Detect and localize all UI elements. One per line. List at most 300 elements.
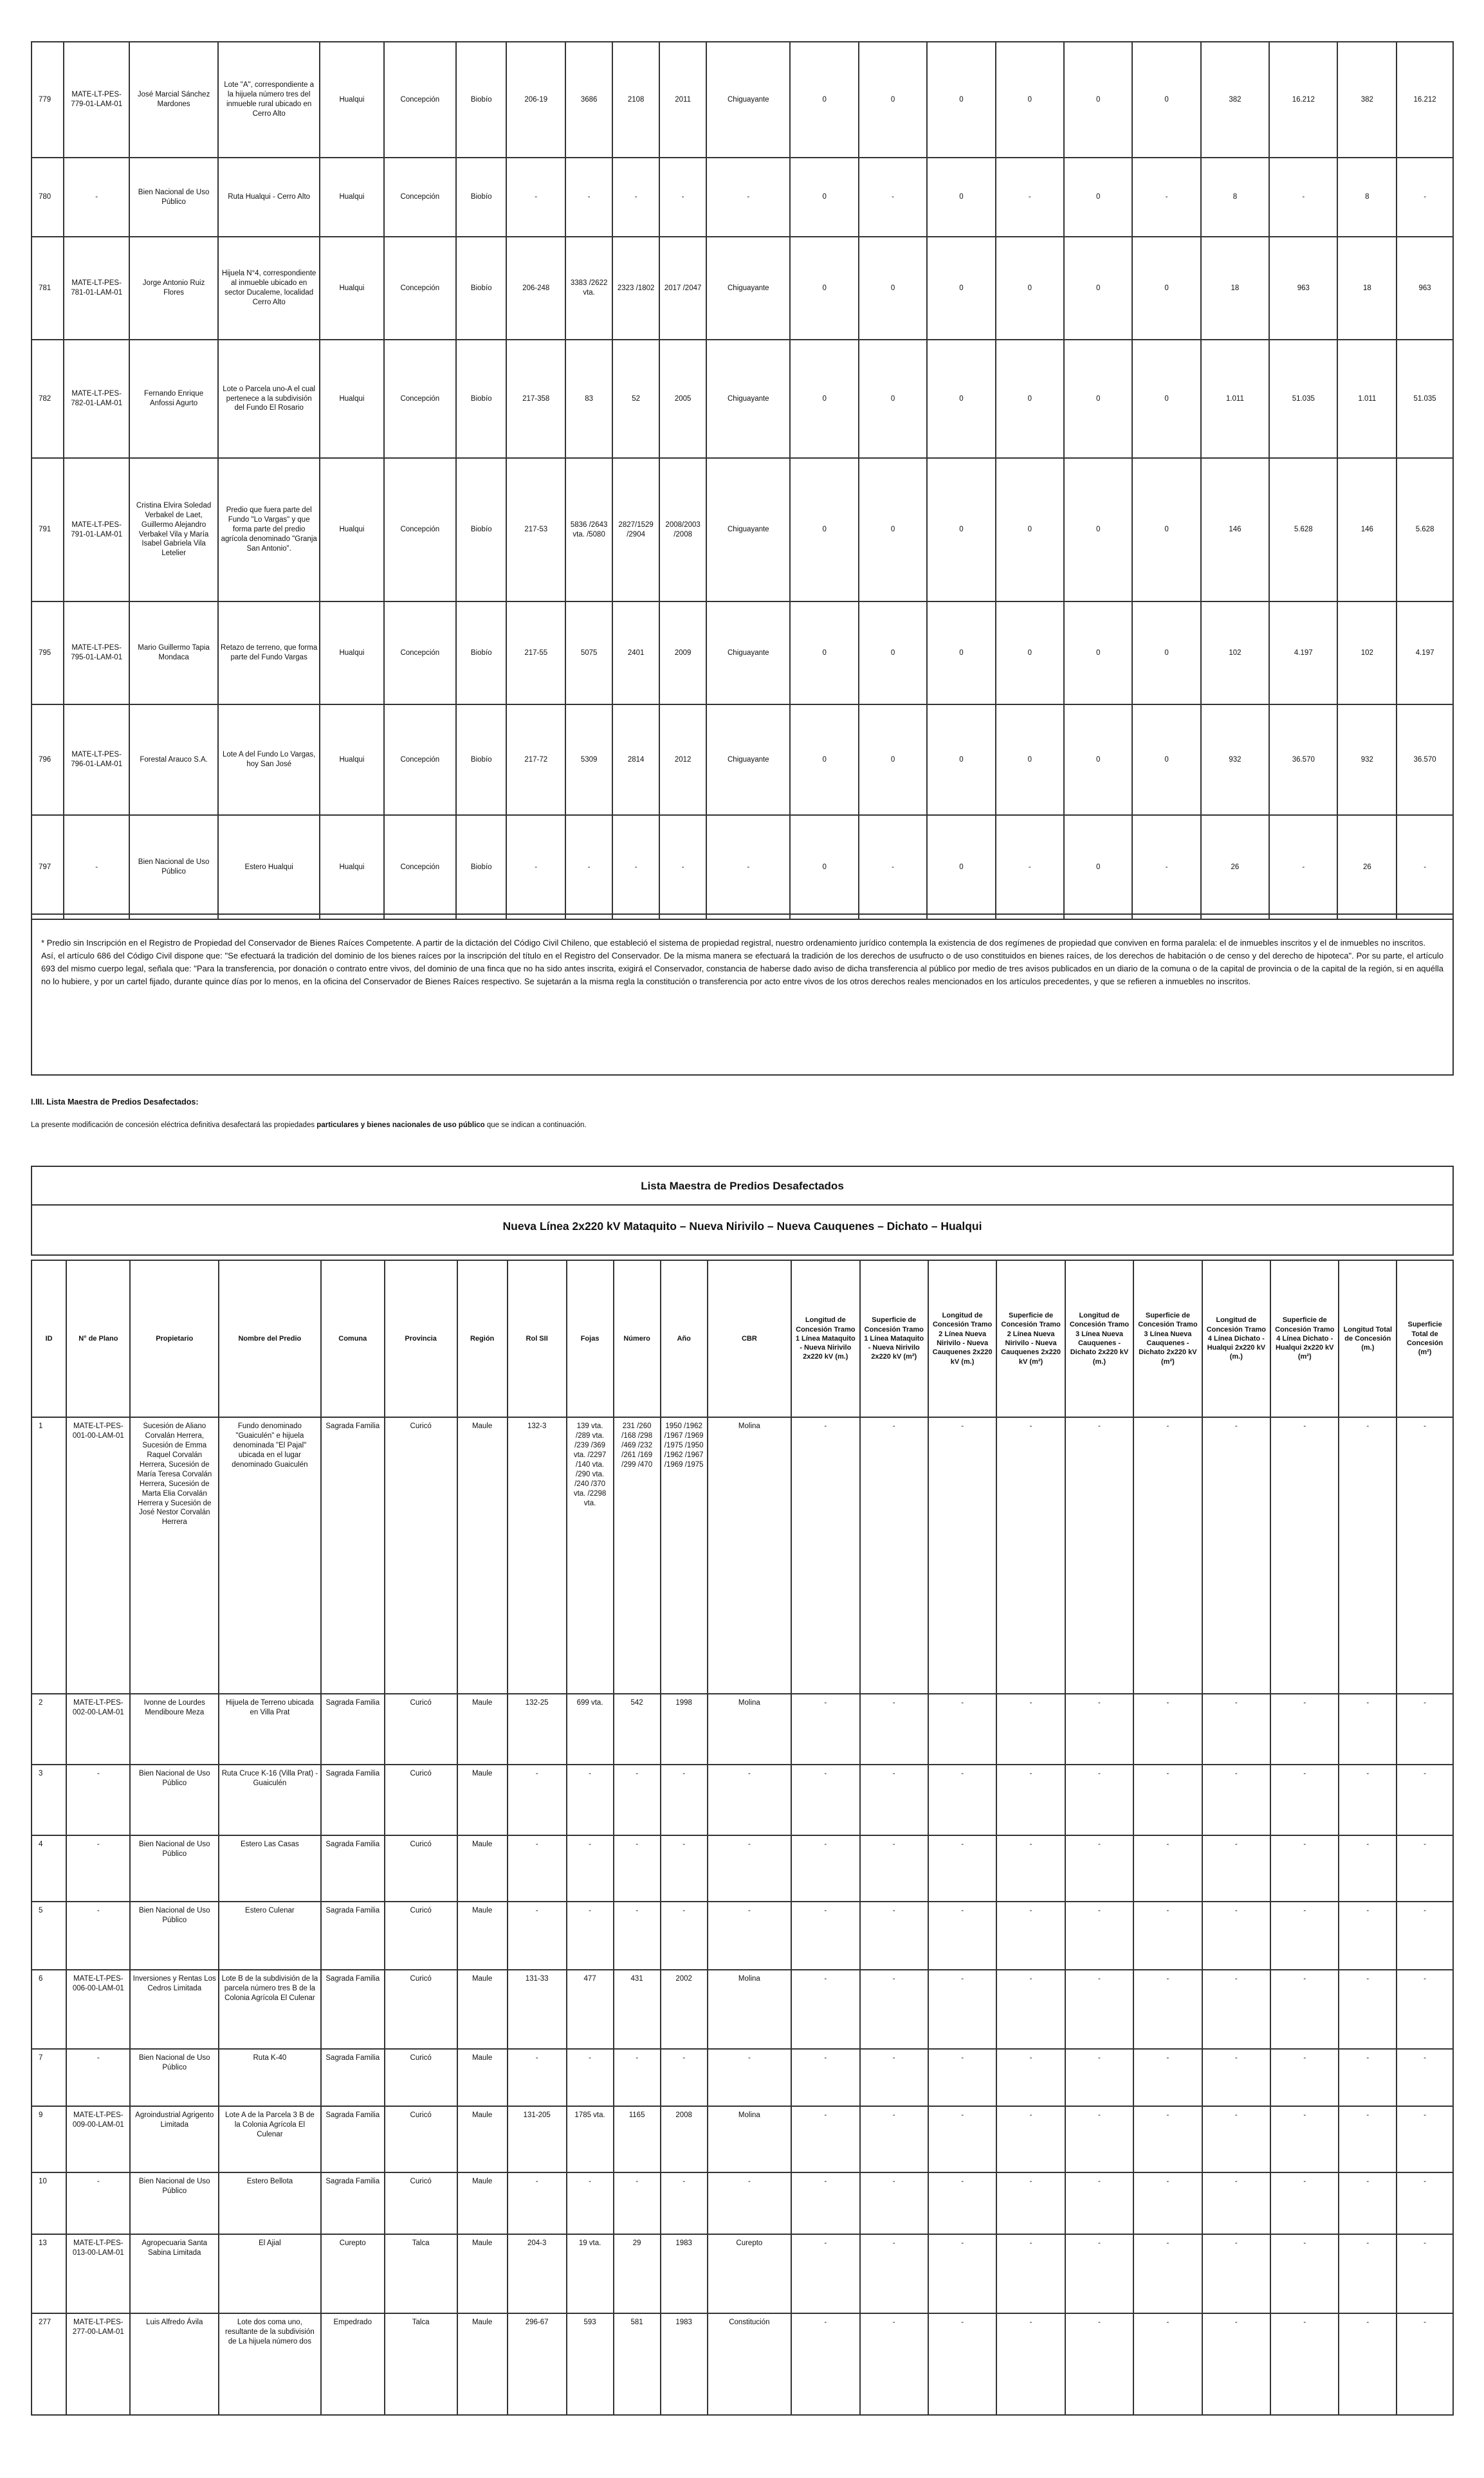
cell-t3-long: - — [1065, 1694, 1133, 1765]
cell-region: Biobío — [456, 42, 506, 158]
cell-t4-sup: 5.628 — [1269, 458, 1337, 601]
cell-t3-long: - — [1065, 2106, 1133, 2172]
cell-t4-long: - — [1202, 1970, 1270, 2049]
cell-t3-sup: 0 — [1132, 42, 1200, 158]
cell-tot-long: 8 — [1337, 158, 1397, 237]
cell-t1-long: - — [791, 2106, 859, 2172]
cell-plano: - — [66, 1835, 130, 1902]
cell-numero: - — [612, 158, 659, 237]
cell-propietario: Bien Nacional de Uso Público — [129, 158, 218, 237]
cell-comuna: Hualqui — [320, 237, 383, 340]
cell-numero: - — [614, 1835, 661, 1902]
cell-anio: 2009 — [659, 601, 706, 704]
cell-tot-sup: 5.628 — [1397, 458, 1453, 601]
cell-t3-long: 0 — [1064, 458, 1132, 601]
cell-comuna: Hualqui — [320, 601, 383, 704]
cell-numero: 581 — [614, 2313, 661, 2415]
cell-t2-sup: - — [996, 158, 1064, 237]
cell-t1-long: - — [791, 1765, 859, 1835]
cell-tot-long: 102 — [1337, 601, 1397, 704]
cell-anio: 2008/2003 /2008 — [659, 458, 706, 601]
cell-propietario: Cristina Elvira Soledad Verbakel de Laet, Guillermo Alejandro Verbakel Vila y María Isabel Gabriela Vila Letelier — [129, 458, 218, 601]
cell-fojas: 5836 /2643 vta. /5080 — [565, 458, 612, 601]
top-table-body — [32, 42, 1453, 919]
cell-t3-sup: 0 — [1132, 601, 1200, 704]
cell-comuna: Hualqui — [320, 340, 383, 458]
cell-t4-sup: - — [1270, 1417, 1339, 1694]
cell-t1-sup: - — [860, 1970, 928, 2049]
cell-numero: 1165 — [614, 2106, 661, 2172]
cell-t3-long: 0 — [1064, 237, 1132, 340]
cell-t1-sup: - — [860, 1765, 928, 1835]
cell-fojas: 5309 — [565, 704, 612, 815]
cell-t2-long: 0 — [927, 458, 995, 601]
cell-region: Biobío — [456, 340, 506, 458]
cell-t1-long: 0 — [790, 601, 858, 704]
cell-t4-long: - — [1202, 2234, 1270, 2313]
cell-tot-long: 26 — [1337, 815, 1397, 919]
cell-region: Maule — [457, 1902, 508, 1970]
cell-fojas: 19 vta. — [567, 2234, 614, 2313]
cell-t4-sup: 16.212 — [1269, 42, 1337, 158]
cell-t2-sup: - — [996, 2234, 1065, 2313]
cell-comuna: Sagrada Familia — [321, 1694, 385, 1765]
cell-t1-sup: - — [860, 2049, 928, 2106]
cell-tot-long: - — [1339, 1970, 1397, 2049]
cell-t4-sup: 963 — [1269, 237, 1337, 340]
cell-fojas: 593 — [567, 2313, 614, 2415]
header-id: ID — [32, 1260, 66, 1417]
cell-t3-long: - — [1065, 2172, 1133, 2234]
cell-provincia: Curicó — [385, 1694, 457, 1765]
cell-id: 3 — [32, 1765, 66, 1835]
cell-tot-long: 1.011 — [1337, 340, 1397, 458]
cell-region: Biobío — [456, 237, 506, 340]
cell-provincia: Curicó — [385, 2049, 457, 2106]
cell-provincia: Curicó — [385, 1902, 457, 1970]
cell-t3-long: - — [1065, 1417, 1133, 1694]
header-t2-long: Longitud de Concesión Tramo 2 Línea Nueva Nirivilo - Nueva Cauquenes 2x220 kV (m.) — [928, 1260, 996, 1417]
header-t1-long: Longitud de Concesión Tramo 1 Línea Mataquito - Nueva Nirivilo 2x220 kV (m.) — [791, 1260, 859, 1417]
cell-region: Maule — [457, 1765, 508, 1835]
cell-propietario: Ivonne de Lourdes Mendiboure Meza — [130, 1694, 219, 1765]
cell-t1-long: - — [791, 2172, 859, 2234]
cell-tot-sup: 16.212 — [1397, 42, 1453, 158]
cell-t1-long: - — [791, 1835, 859, 1902]
header-tot-long: Longitud Total de Concesión (m.) — [1339, 1260, 1397, 1417]
cell-t4-long: 146 — [1201, 458, 1269, 601]
cell-t4-long: - — [1202, 2049, 1270, 2106]
cell-region: Biobío — [456, 704, 506, 815]
cell-t4-long: 18 — [1201, 237, 1269, 340]
cell-provincia: Concepción — [384, 458, 457, 601]
cell-t1-sup: - — [860, 2172, 928, 2234]
master-property-table — [31, 1260, 1454, 2416]
cell-region: Maule — [457, 1970, 508, 2049]
cell-cbr: Molina — [708, 2106, 791, 2172]
cell-propietario: Agroindustrial Agrigento Limitada — [130, 2106, 219, 2172]
cell-t4-sup: - — [1270, 2106, 1339, 2172]
cell-cbr: Constitución — [708, 2313, 791, 2415]
table-row — [32, 815, 1453, 919]
cell-numero: - — [614, 1765, 661, 1835]
cell-tot-sup: - — [1397, 1970, 1453, 2049]
table-row — [32, 458, 1453, 601]
cell-id: 10 — [32, 2172, 66, 2234]
cell-tot-long: - — [1339, 1902, 1397, 1970]
cell-tot-long: - — [1339, 1765, 1397, 1835]
cell-rol: 217-358 — [506, 340, 565, 458]
cell-cbr: Chiguayante — [706, 704, 790, 815]
cell-t3-sup: - — [1133, 2313, 1202, 2415]
cell-t1-long: - — [791, 1902, 859, 1970]
cell-t3-sup: - — [1133, 2172, 1202, 2234]
cell-predio: Predio que fuera parte del Fundo "Lo Vargas" y que forma parte del predio agrícola denominado "Granja San Antonio". — [218, 458, 320, 601]
cell-comuna: Hualqui — [320, 815, 383, 919]
cell-numero: 231 /260 /168 /298 /469 /232 /261 /169 /299 /470 — [614, 1417, 661, 1694]
cell-rol: 132-3 — [508, 1417, 567, 1694]
cell-plano: MATE-LT-PES-796-01-LAM-01 — [64, 704, 129, 815]
master-table-body — [32, 1417, 1453, 2415]
cell-t4-sup: - — [1270, 1902, 1339, 1970]
cell-t4-long: - — [1202, 1694, 1270, 1765]
cell-t1-sup: 0 — [859, 42, 927, 158]
cell-t3-long: 0 — [1064, 340, 1132, 458]
cell-predio: Lote B de la subdivisión de la parcela número tres B de la Colonia Agrícola El Culenar — [219, 1970, 321, 2049]
cell-rol: - — [508, 1765, 567, 1835]
cell-cbr: Molina — [708, 1970, 791, 2049]
cell-predio: Retazo de terreno, que forma parte del Fundo Vargas — [218, 601, 320, 704]
cell-id: 796 — [32, 704, 64, 815]
cell-t2-sup: - — [996, 2172, 1065, 2234]
cell-cbr: Chiguayante — [706, 340, 790, 458]
cell-predio: Ruta Hualqui - Cerro Alto — [218, 158, 320, 237]
cell-t1-long: - — [791, 1694, 859, 1765]
cell-region: Maule — [457, 2313, 508, 2415]
cell-t2-sup: - — [996, 2313, 1065, 2415]
table-row — [32, 237, 1453, 340]
footnote-paragraph-2: Así, el artículo 686 del Código Civil dispone que: "Se efectuará la tradición del dominio de los bienes raíces por la inscripción del título en el Registro del Conservador. De la misma manera se efectuará la tradición de los derechos de usufructo o de uso constituidos en bienes raíces, de los derechos de habitación o de censo y del derecho de hipoteca". Por su parte, el artículo 693 del mismo cuerpo legal, señala que: "Para la transferencia, por donación o contrato entre vivos, del dominio de una finca que no ha sido antes inscrita, exigirá el Conservador, constancia de haberse dado aviso de dicha transferencia al público por medio de tres avisos publicados en un diario de la comuna o de la capital de provincia o de la capital de la región, si en aquélla no lo hubiere, y por un cartel fijado, durante quince días por lo menos, en la oficina del Conservador de Bienes Raíces respectivo. Se sujetarán a la misma regla la constitución o transferencia por acto entre vivos de los otros derechos reales mencionados en los artículos precedentes, y que se refieren a inmuebles no inscritos. — [41, 951, 1443, 987]
cell-t4-long: - — [1202, 2172, 1270, 2234]
cell-numero: 2814 — [612, 704, 659, 815]
cell-t3-sup: - — [1133, 1902, 1202, 1970]
table-row — [32, 2172, 1453, 2234]
table-row — [32, 1835, 1453, 1902]
cell-plano: - — [66, 1765, 130, 1835]
table-row — [32, 158, 1453, 237]
cell-t2-long: - — [928, 2049, 996, 2106]
cell-fojas: 699 vta. — [567, 1694, 614, 1765]
cell-predio: Lote A de la Parcela 3 B de la Colonia Agrícola El Culenar — [219, 2106, 321, 2172]
cell-anio: 2008 — [661, 2106, 708, 2172]
cell-t2-sup: - — [996, 815, 1064, 919]
cell-t3-sup: 0 — [1132, 237, 1200, 340]
cell-region: Maule — [457, 2049, 508, 2106]
cell-comuna: Curepto — [321, 2234, 385, 2313]
cell-t2-long: 0 — [927, 815, 995, 919]
cell-cbr: - — [708, 2049, 791, 2106]
header-predio: Nombre del Predio — [219, 1260, 321, 1417]
cell-t4-long: - — [1202, 2313, 1270, 2415]
cell-t2-long: - — [928, 2313, 996, 2415]
cell-anio: - — [659, 158, 706, 237]
cell-comuna: Empedrado — [321, 2313, 385, 2415]
cell-tot-sup: 36.570 — [1397, 704, 1453, 815]
cell-t3-sup: - — [1132, 158, 1200, 237]
cell-t1-sup: 0 — [859, 458, 927, 601]
table-row — [32, 704, 1453, 815]
cell-comuna: Sagrada Familia — [321, 1417, 385, 1694]
cell-t1-sup: - — [859, 158, 927, 237]
table-row — [32, 1970, 1453, 2049]
cell-numero: 542 — [614, 1694, 661, 1765]
cell-t4-sup: 36.570 — [1269, 704, 1337, 815]
cell-provincia: Concepción — [384, 601, 457, 704]
cell-cbr: Chiguayante — [706, 458, 790, 601]
cell-t2-sup: - — [996, 2106, 1065, 2172]
cell-tot-sup: - — [1397, 2106, 1453, 2172]
header-provincia: Provincia — [385, 1260, 457, 1417]
cell-comuna: Hualqui — [320, 458, 383, 601]
cell-provincia: Talca — [385, 2313, 457, 2415]
cell-numero: 2323 /1802 — [612, 237, 659, 340]
cell-anio: 1983 — [661, 2313, 708, 2415]
cell-id: 779 — [32, 42, 64, 158]
cell-region: Maule — [457, 2106, 508, 2172]
cell-id: 277 — [32, 2313, 66, 2415]
cell-fojas: 477 — [567, 1970, 614, 2049]
cell-t1-sup: - — [860, 1835, 928, 1902]
cell-fojas: 83 — [565, 340, 612, 458]
cell-region: Biobío — [456, 158, 506, 237]
cell-predio: Ruta Cruce K-16 (Villa Prat) - Guaiculén — [219, 1765, 321, 1835]
cell-rol: 217-72 — [506, 704, 565, 815]
cell-id: 9 — [32, 2106, 66, 2172]
cell-id: 782 — [32, 340, 64, 458]
cell-t2-sup: - — [996, 1694, 1065, 1765]
header-anio: Año — [661, 1260, 708, 1417]
cell-t1-sup: 0 — [859, 340, 927, 458]
cell-rol: 217-55 — [506, 601, 565, 704]
cell-anio: 2012 — [659, 704, 706, 815]
table-row — [32, 1694, 1453, 1765]
cell-t2-long: - — [928, 2106, 996, 2172]
cell-t2-long: 0 — [927, 158, 995, 237]
cell-region: Maule — [457, 1694, 508, 1765]
cell-rol: - — [508, 1902, 567, 1970]
cell-provincia: Curicó — [385, 1417, 457, 1694]
cell-provincia: Curicó — [385, 1765, 457, 1835]
cell-t2-sup: 0 — [996, 601, 1064, 704]
header-fojas: Fojas — [567, 1260, 614, 1417]
cell-tot-sup: 51.035 — [1397, 340, 1453, 458]
cell-anio: - — [659, 815, 706, 919]
cell-tot-sup: - — [1397, 2049, 1453, 2106]
cell-tot-long: 18 — [1337, 237, 1397, 340]
cell-t3-sup: - — [1133, 1835, 1202, 1902]
cell-plano: MATE-LT-PES-009-00-LAM-01 — [66, 2106, 130, 2172]
cell-tot-sup: - — [1397, 1694, 1453, 1765]
cell-cbr: - — [706, 158, 790, 237]
cell-predio: Fundo denominado "Guaiculén" e hijuela denominada "El Pajal" ubicada en el lugar denominado Guaiculén — [219, 1417, 321, 1694]
cell-t1-long: - — [791, 2049, 859, 2106]
section-title: I.III. Lista Maestra de Predios Desafectados: — [31, 1097, 199, 1106]
cell-t3-sup: 0 — [1132, 704, 1200, 815]
cell-id: 1 — [32, 1417, 66, 1694]
cell-anio: - — [661, 2049, 708, 2106]
section-intro — [31, 1121, 587, 1129]
cell-plano: MATE-LT-PES-795-01-LAM-01 — [64, 601, 129, 704]
cell-provincia: Concepción — [384, 815, 457, 919]
cell-plano: MATE-LT-PES-277-00-LAM-01 — [66, 2313, 130, 2415]
cell-cbr: Chiguayante — [706, 42, 790, 158]
cell-t1-long: 0 — [790, 815, 858, 919]
cell-predio: Lote o Parcela uno-A el cual pertenece a la subdivisión del Fundo El Rosario — [218, 340, 320, 458]
master-list-header — [31, 1166, 1454, 1256]
cell-t3-long: - — [1065, 1970, 1133, 2049]
cell-t3-long: - — [1065, 1835, 1133, 1902]
cell-cbr: Molina — [708, 1417, 791, 1694]
cell-propietario: Jorge Antonio Ruiz Flores — [129, 237, 218, 340]
cell-tot-long: - — [1339, 2172, 1397, 2234]
table-row — [32, 1902, 1453, 1970]
cell-rol: 206-248 — [506, 237, 565, 340]
cell-fojas: 1785 vta. — [567, 2106, 614, 2172]
cell-numero: 2827/1529 /2904 — [612, 458, 659, 601]
cell-t1-long: 0 — [790, 158, 858, 237]
cell-comuna: Sagrada Familia — [321, 2172, 385, 2234]
cell-propietario: José Marcial Sánchez Mardones — [129, 42, 218, 158]
table-row — [32, 1765, 1453, 1835]
table-row — [32, 2106, 1453, 2172]
cell-plano: - — [64, 158, 129, 237]
cell-t2-long: - — [928, 1417, 996, 1694]
cell-predio: Ruta K-40 — [219, 2049, 321, 2106]
cell-propietario: Mario Guillermo Tapia Mondaca — [129, 601, 218, 704]
cell-t1-sup: - — [860, 2313, 928, 2415]
cell-rol: - — [506, 158, 565, 237]
cell-cbr: Chiguayante — [706, 601, 790, 704]
cell-t3-long: 0 — [1064, 815, 1132, 919]
cell-id: 795 — [32, 601, 64, 704]
header-t4-long: Longitud de Concesión Tramo 4 Línea Dichato - Hualqui 2x220 kV (m.) — [1202, 1260, 1270, 1417]
cell-numero: 431 — [614, 1970, 661, 2049]
cell-region: Biobío — [456, 815, 506, 919]
cell-propietario: Inversiones y Rentas Los Cedros Limitada — [130, 1970, 219, 2049]
cell-t4-long: - — [1202, 1417, 1270, 1694]
cell-t3-long: - — [1065, 2313, 1133, 2415]
cell-t2-long: - — [928, 1835, 996, 1902]
cell-propietario: Bien Nacional de Uso Público — [130, 1765, 219, 1835]
cell-anio: - — [661, 2172, 708, 2234]
cell-rol: - — [506, 815, 565, 919]
cell-provincia: Talca — [385, 2234, 457, 2313]
cell-t1-sup: - — [860, 1694, 928, 1765]
cell-region: Maule — [457, 1417, 508, 1694]
cell-comuna: Hualqui — [320, 158, 383, 237]
cell-anio: 1983 — [661, 2234, 708, 2313]
cell-fojas: - — [565, 158, 612, 237]
cell-t2-long: 0 — [927, 704, 995, 815]
cell-plano: - — [66, 2172, 130, 2234]
cell-plano: MATE-LT-PES-013-00-LAM-01 — [66, 2234, 130, 2313]
cell-cbr: - — [708, 1902, 791, 1970]
cell-t3-long: - — [1065, 2049, 1133, 2106]
footnote-paragraph-1: * Predio sin Inscripción en el Registro de Propiedad del Conservador de Bienes Raíces Competente. A partir de la dictación del Código Civil Chileno, que estableció el sistema de propiedad registral, nuestro ordenamiento jurídico contempla la existencia de dos regímenes de propiedad que conviven en forma paralela: el de inmuebles inscritos y el de inmuebles no inscritos. — [41, 938, 1425, 948]
cell-cbr: - — [706, 815, 790, 919]
cell-anio: 1998 — [661, 1694, 708, 1765]
cell-region: Maule — [457, 2234, 508, 2313]
cell-t2-sup: - — [996, 1417, 1065, 1694]
cell-t4-sup: - — [1270, 1694, 1339, 1765]
cell-rol: - — [508, 2049, 567, 2106]
cell-t2-long: 0 — [927, 237, 995, 340]
cell-t4-long: 932 — [1201, 704, 1269, 815]
cell-plano: - — [66, 1902, 130, 1970]
cell-t4-sup: 4.197 — [1269, 601, 1337, 704]
cell-t2-sup: - — [996, 1902, 1065, 1970]
cell-predio: Estero Las Casas — [219, 1835, 321, 1902]
cell-t4-sup: - — [1270, 2172, 1339, 2234]
cell-t4-sup: - — [1269, 158, 1337, 237]
cell-fojas: - — [567, 1902, 614, 1970]
cell-t4-sup: - — [1269, 815, 1337, 919]
table-row — [32, 1417, 1453, 1694]
cell-rol: 131-205 — [508, 2106, 567, 2172]
cell-t1-long: - — [791, 2234, 859, 2313]
header-t3-sup: Superficie de Concesión Tramo 3 Línea Nueva Cauquenes - Dichato 2x220 kV (m²) — [1133, 1260, 1202, 1417]
cell-cbr: Curepto — [708, 2234, 791, 2313]
cell-t1-long: 0 — [790, 704, 858, 815]
cell-propietario: Bien Nacional de Uso Público — [129, 815, 218, 919]
cell-t2-long: - — [928, 1765, 996, 1835]
cell-t2-sup: - — [996, 1970, 1065, 2049]
cell-numero: - — [614, 2049, 661, 2106]
cell-t1-sup: 0 — [859, 237, 927, 340]
cell-t3-sup: - — [1133, 2106, 1202, 2172]
cell-plano: MATE-LT-PES-779-01-LAM-01 — [64, 42, 129, 158]
cell-t4-long: 1.011 — [1201, 340, 1269, 458]
cell-tot-sup: - — [1397, 1417, 1453, 1694]
cell-t2-sup: 0 — [996, 458, 1064, 601]
cell-cbr: Chiguayante — [706, 237, 790, 340]
cell-plano: MATE-LT-PES-002-00-LAM-01 — [66, 1694, 130, 1765]
cell-tot-long: - — [1339, 1835, 1397, 1902]
cell-anio: 2002 — [661, 1970, 708, 2049]
cell-rol: 296-67 — [508, 2313, 567, 2415]
cell-t3-sup: - — [1133, 2234, 1202, 2313]
header-t4-sup: Superficie de Concesión Tramo 4 Línea Dichato - Hualqui 2x220 kV (m²) — [1270, 1260, 1339, 1417]
cell-t3-long: - — [1065, 1902, 1133, 1970]
cell-predio: Lote "A", correspondiente a la hijuela número tres del inmueble rural ubicado en Cerro Alto — [218, 42, 320, 158]
header-propietario: Propietario — [130, 1260, 219, 1417]
cell-cbr: - — [708, 1765, 791, 1835]
cell-tot-long: 382 — [1337, 42, 1397, 158]
table-row — [32, 2234, 1453, 2313]
cell-id: 781 — [32, 237, 64, 340]
cell-fojas: - — [565, 815, 612, 919]
section-intro-end: que se indican a continuación. — [484, 1121, 587, 1129]
cell-comuna: Sagrada Familia — [321, 1835, 385, 1902]
cell-t4-long: 382 — [1201, 42, 1269, 158]
cell-anio: - — [661, 1902, 708, 1970]
cell-region: Biobío — [456, 458, 506, 601]
cell-rol: 206-19 — [506, 42, 565, 158]
cell-t1-long: 0 — [790, 340, 858, 458]
table-header-row — [32, 1260, 1453, 1417]
cell-predio: Lote dos coma uno, resultante de la subdivisión de La hijuela número dos — [219, 2313, 321, 2415]
cell-id: 797 — [32, 815, 64, 919]
